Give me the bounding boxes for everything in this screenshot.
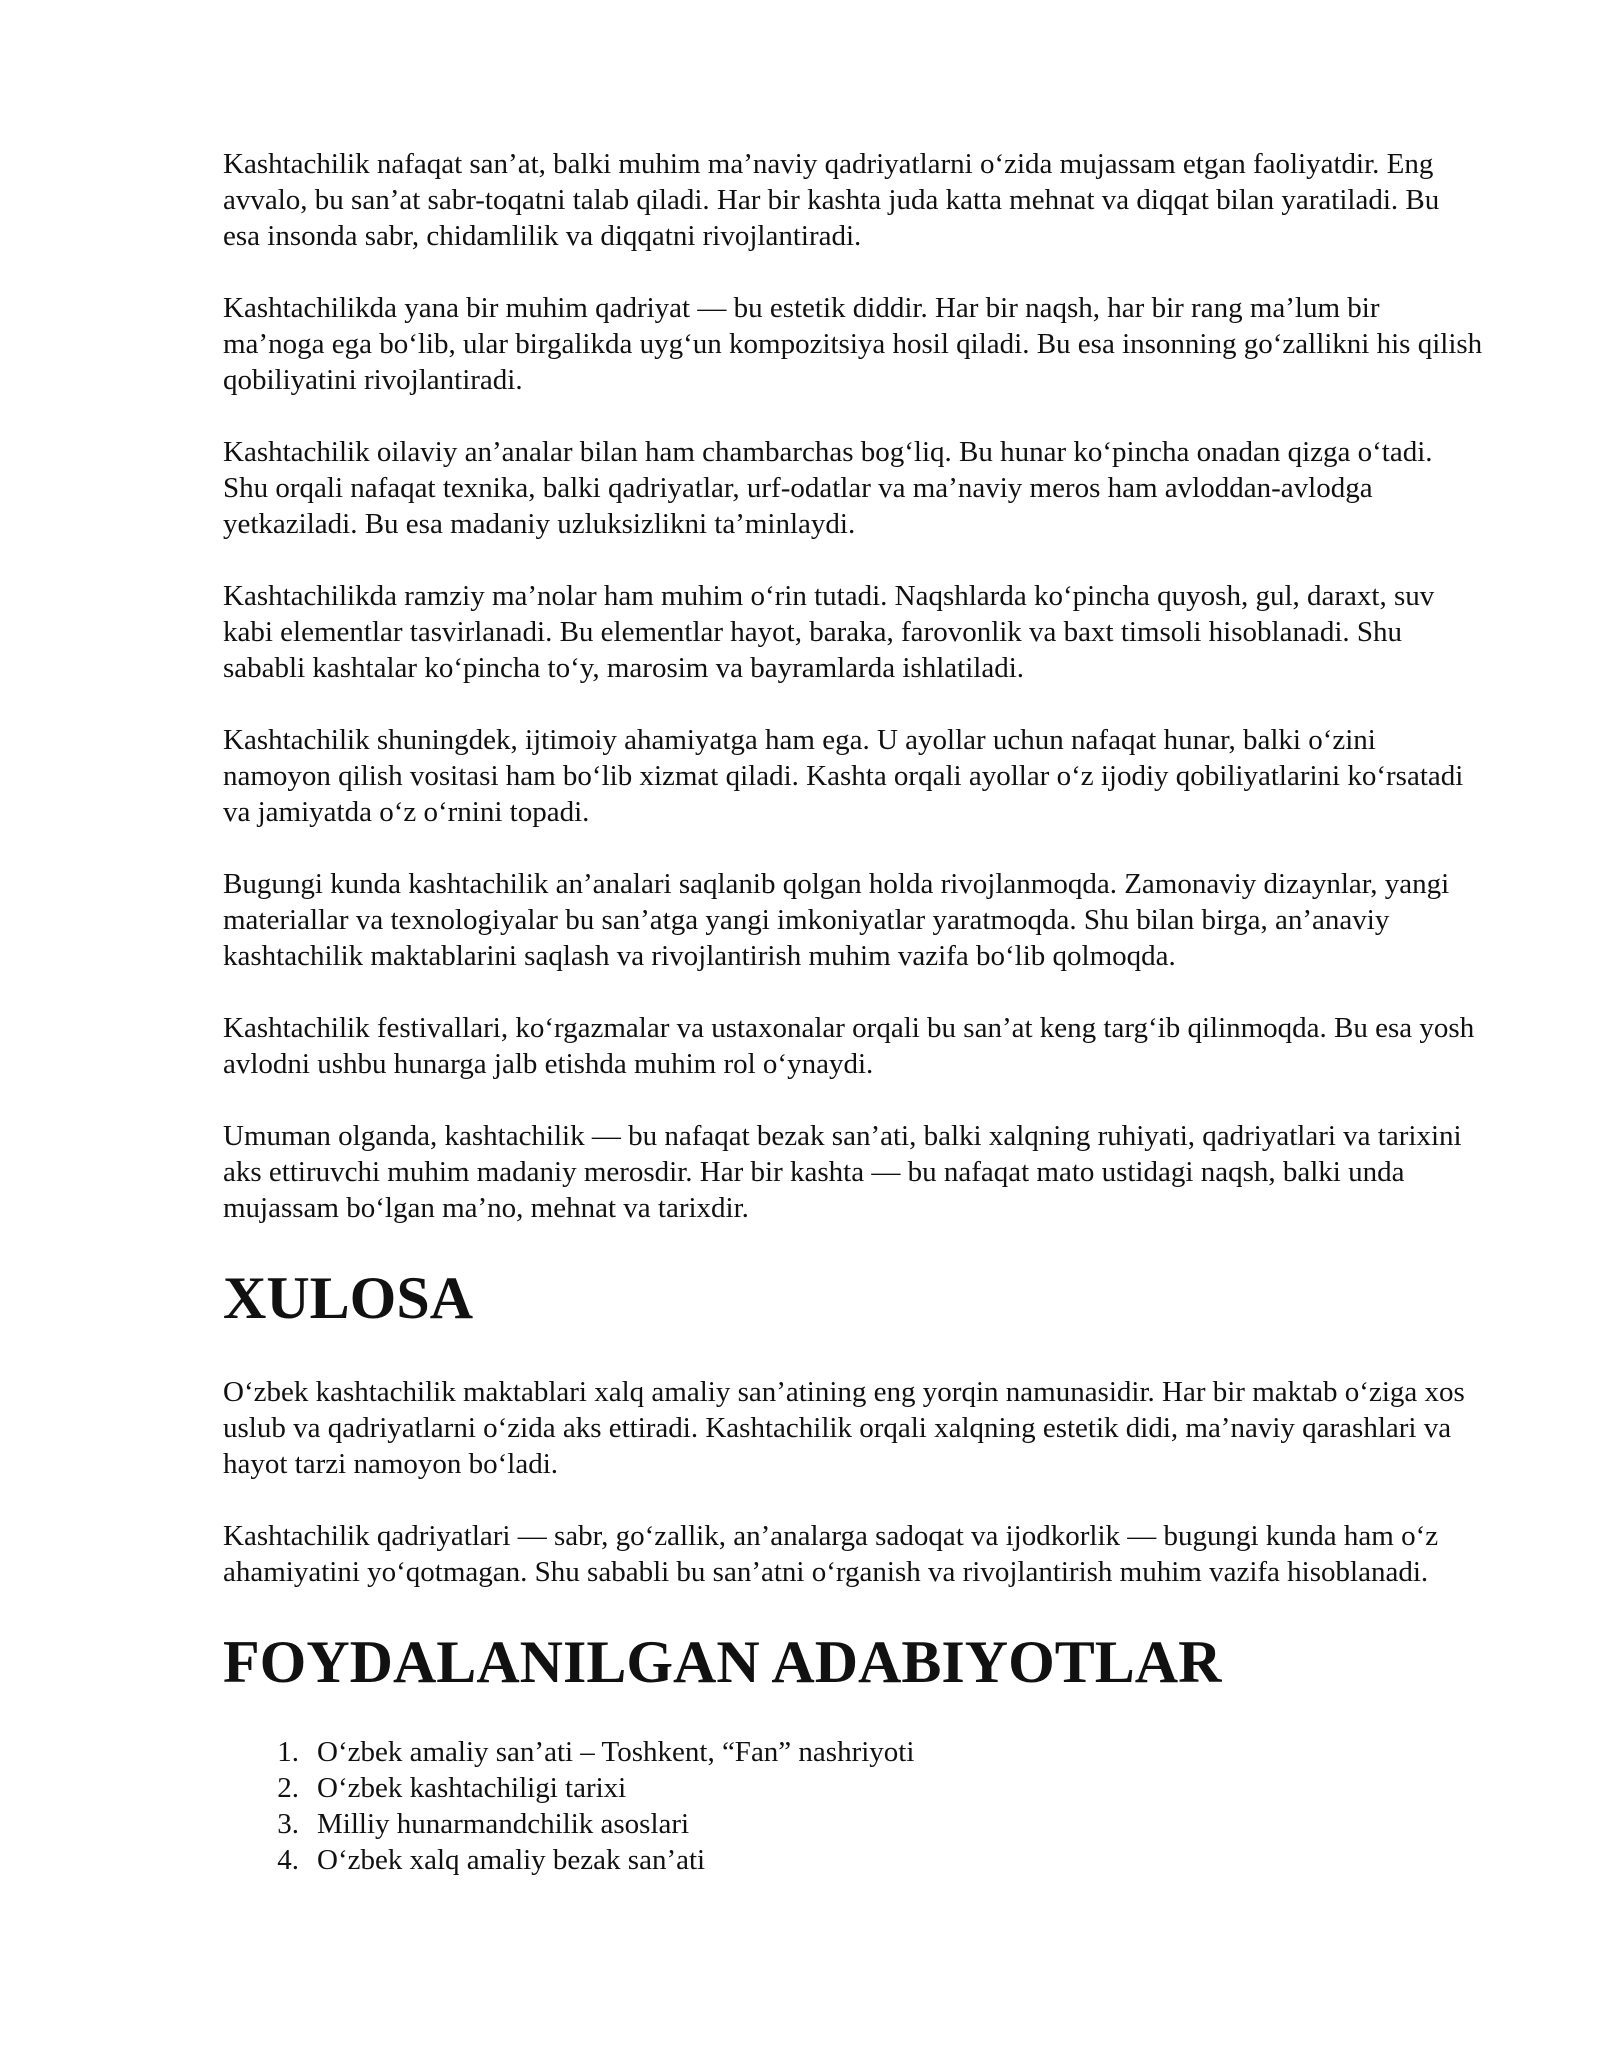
reference-text: Milliy hunarmandchilik asoslari [317, 1808, 690, 1840]
reference-number: 2. [277, 1772, 299, 1804]
reference-number: 1. [277, 1736, 299, 1768]
reference-number: 4. [277, 1844, 299, 1876]
body-paragraph: Bugungi kunda kashtachilik an’analari saqlanib qolgan holda rivojlanmoqda. Zamonaviy dizaynlar, yangi materiallar va texnologiyalar bu san’atga yangi imkoniyatlar yaratmoqda. Shu bilan birga, an’anaviy kashtachilik maktablarini saqlash va rivojlantirish muhim vazifa bo‘lib qolmoqda. [223, 868, 1450, 972]
body-paragraph: Kashtachilik shuningdek, ijtimoiy ahamiyatga ham ega. U ayollar uchun nafaqat hunar, balki o‘zini namoyon qilish vositasi ham bo‘lib xizmat qiladi. Kashta orqali ayollar o‘z ijodiy qobiliyatlarini ko‘rsatadi va jamiyatda o‘z o‘rnini topadi. [223, 724, 1464, 828]
reference-item [223, 1770, 1483, 1806]
references-heading: FOYDALANILGAN ADABIYOTLAR [223, 1629, 1222, 1695]
conclusion-paragraph: Kashtachilik qadriyatlari — sabr, go‘zallik, an’analarga sadoqat va ijodkorlik — bugungi kunda ham o‘z ahamiyatini yo‘qotmagan. Shu sababli bu san’atni o‘rganish va rivojlantirish muhim vazifa hisoblanadi. [223, 1520, 1439, 1588]
reference-text: O‘zbek kashtachiligi tarixi [317, 1772, 627, 1804]
conclusion-heading: XULOSA [223, 1265, 474, 1331]
body-paragraph: Kashtachilik oilaviy an’analar bilan ham chambarchas bog‘liq. Bu hunar ko‘pincha onadan qizga o‘tadi. Shu orqali nafaqat texnika, balki qadriyatlar, urf-odatlar va ma’naviy meros ham avloddan-avlodga yetkaziladi. Bu esa madaniy uzluksizlikni ta’minlaydi. [223, 436, 1433, 540]
reference-number: 3. [277, 1808, 299, 1840]
body-paragraph: Kashtachilik festivallari, ko‘rgazmalar va ustaxonalar orqali bu san’at keng targ‘ib qilinmoqda. Bu esa yosh avlodni ushbu hunarga jalb etishda muhim rol o‘ynaydi. [223, 1012, 1475, 1080]
reference-item [223, 1806, 1483, 1842]
body-paragraph: Kashtachilikda yana bir muhim qadriyat — bu estetik diddir. Har bir naqsh, har bir rang ma’lum bir ma’noga ega bo‘lib, ular birgalikda uyg‘un kompozitsiya hosil qiladi. Bu esa insonning go‘zallikni his qilish qobiliyatini rivojlantiradi. [223, 292, 1483, 396]
references-list [223, 1734, 1483, 1878]
conclusion-paragraph: O‘zbek kashtachilik maktablari xalq amaliy san’atining eng yorqin namunasidir. Har bir maktab o‘ziga xos uslub va qadriyatlarni o‘zida aks ettiradi. Kashtachilik orqali xalqning estetik didi, ma’naviy qarashlari va hayot tarzi namoyon bo‘ladi. [223, 1376, 1465, 1480]
reference-item [223, 1842, 1483, 1878]
reference-item [223, 1734, 1483, 1770]
body-paragraph: Kashtachilikda ramziy ma’nolar ham muhim o‘rin tutadi. Naqshlarda ko‘pincha quyosh, gul, daraxt, suv kabi elementlar tasvirlanadi. Bu elementlar hayot, baraka, farovonlik va baxt timsoli hisoblanadi. Shu sababli kashtalar ko‘pincha to‘y, marosim va bayramlarda ishlatiladi. [223, 580, 1435, 684]
document-page [223, 146, 1483, 1878]
reference-text: O‘zbek xalq amaliy bezak san’ati [317, 1844, 706, 1876]
body-paragraph: Umuman olganda, kashtachilik — bu nafaqat bezak san’ati, balki xalqning ruhiyati, qadriyatlari va tarixini aks ettiruvchi muhim madaniy merosdir. Har bir kashta — bu nafaqat mato ustidagi naqsh, balki unda mujassam bo‘lgan ma’no, mehnat va tarixdir. [223, 1120, 1462, 1224]
reference-text: O‘zbek amaliy san’ati – Toshkent, “Fan” nashriyoti [317, 1736, 915, 1768]
body-paragraph: Kashtachilik nafaqat san’at, balki muhim ma’naviy qadriyatlarni o‘zida mujassam etgan faoliyatdir. Eng avvalo, bu san’at sabr-toqatni talab qiladi. Har bir kashta juda katta mehnat va diqqat bilan yaratiladi. Bu esa insonda sabr, chidamlilik va diqqatni rivojlantiradi. [223, 148, 1440, 252]
